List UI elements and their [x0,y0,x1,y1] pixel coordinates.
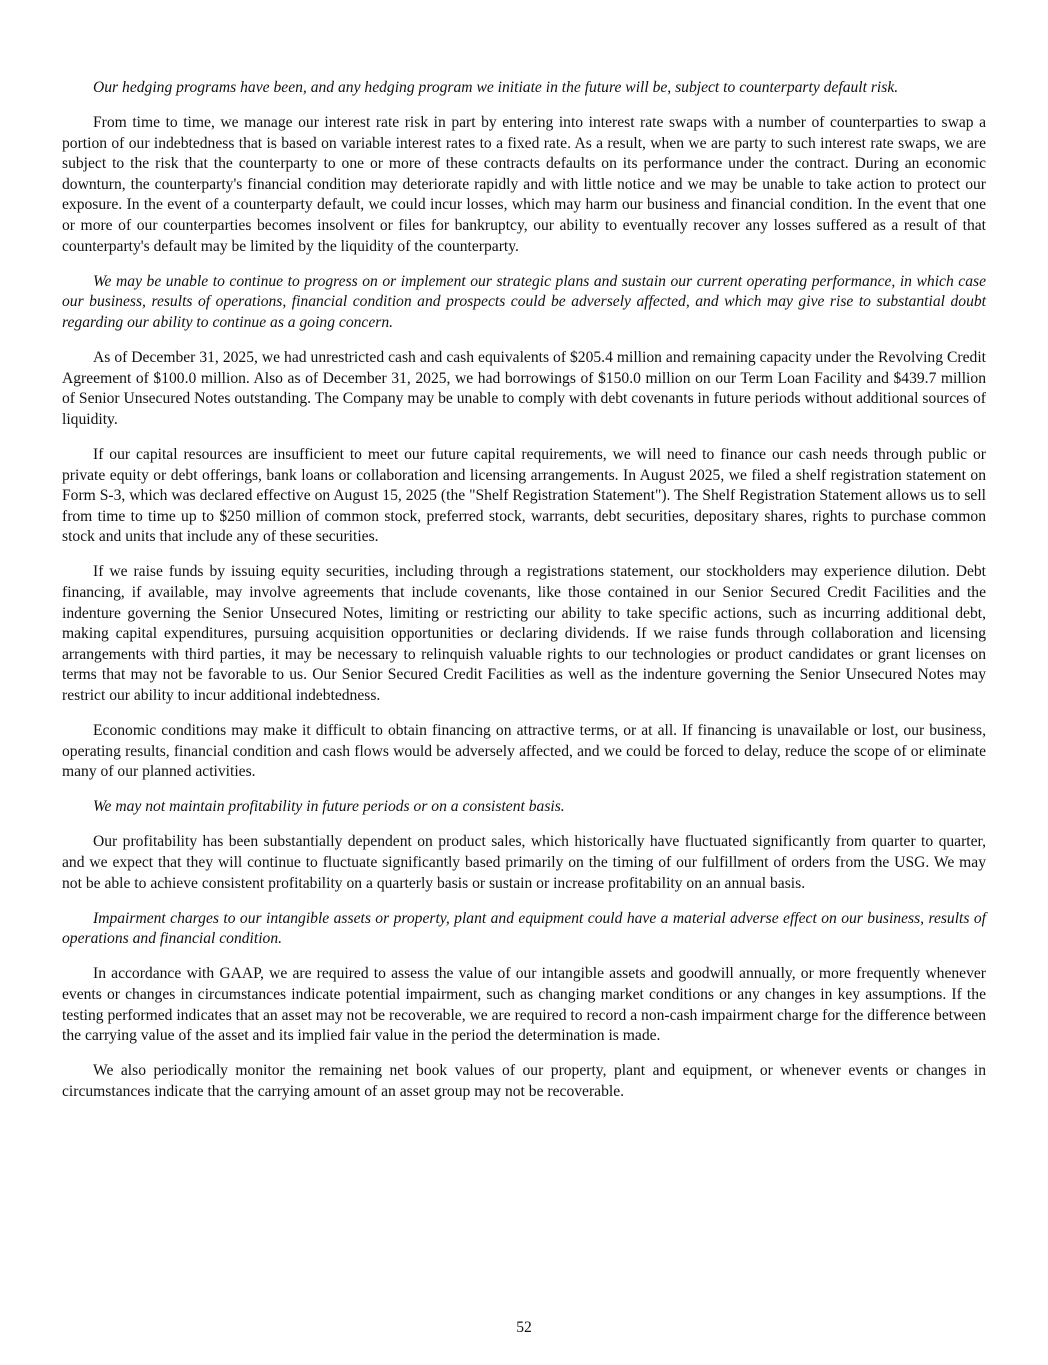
paragraph-capital-resources-shelf-registration: If our capital resources are insufficient to meet our future capital requirements, we will need to finance our cash needs through public or private equity or debt offerings, bank loans or collaboration and licensing arrangements. In August 2025, we filed a shelf registration statement on Form S-3, which was declared effective on August 15, 2025 (the "Shelf Registration Statement"). The Shelf Registration Statement allows us to sell from time to time up to $250 million of common stock, preferred stock, warrants, debt securities, depositary shares, rights to purchase common stock and units that include any of these securities. [62,445,986,546]
document-body [62,78,986,1117]
risk-heading-profitability: We may not maintain profitability in future periods or on a consistent basis. [93,798,565,816]
paragraph-equity-debt-financing: If we raise funds by issuing equity securities, including through a registrations statement, our stockholders may experience dilution. Debt financing, if available, may involve agreements that include covenants, like those contained in our Senior Secured Credit Facilities and the indenture governing the Senior Unsecured Notes, limiting or restricting our ability to take specific actions, such as incurring additional debt, making capital expenditures, pursuing acquisition opportunities or declaring dividends. If we raise funds through collaboration and licensing arrangements with third parties, it may be necessary to relinquish valuable rights to our technologies or product candidates or grant licenses on terms that may not be favorable to us. Our Senior Secured Credit Facilities as well as the indenture governing the Senior Unsecured Notes may restrict our ability to incur additional indebtedness. [62,563,986,704]
risk-heading-impairment-charges: Impairment charges to our intangible assets or property, plant and equipment could have a material adverse effect on our business, results of operations and financial condition. [62,909,986,948]
paragraph-interest-rate-swaps: From time to time, we manage our interest rate risk in part by entering into interest rate swaps with a number of counterparties to swap a portion of our indebtedness that is based on variable interest rates to a fixed rate. As a result, when we are party to such interest rate swaps, we are subject to the risk that the counterparty to one or more of these contracts defaults on its performance under the contract. During an economic downturn, the counterparty's financial condition may deteriorate rapidly and with little notice and we may be unable to take action to protect our exposure. In the event of a counterparty default, we could incur losses, which may harm our business and financial condition. In the event that one or more of our counterparties becomes insolvent or files for bankruptcy, our ability to eventually recover any losses suffered as a result of that counterparty's default may be limited by the liquidity of the counterparty. [62,114,986,255]
paragraph-economic-conditions: Economic conditions may make it difficult to obtain financing on attractive terms, or at all. If financing is unavailable or lost, our business, operating results, financial condition and cash flows would be adversely affected, and we could be forced to delay, reduce the scope of or eliminate many of our planned activities. [62,722,986,781]
paragraph-liquidity-position: As of December 31, 2025, we had unrestricted cash and cash equivalents of $205.4 million and remaining capacity under the Revolving Credit Agreement of $100.0 million. Also as of December 31, 2025, we had borrowings of $150.0 million on our Term Loan Facility and $439.7 million of Senior Unsecured Notes outstanding. The Company may be unable to comply with debt covenants in future periods without additional sources of liquidity. [62,349,986,428]
page-number: 52 [516,1319,532,1336]
paragraph-profitability: Our profitability has been substantially dependent on product sales, which historically have fluctuated significantly from quarter to quarter, and we expect that they will continue to fluctuate significantly based primarily on the timing of our fulfillment of orders from the USG. We may not be able to achieve consistent profitability on a quarterly basis or sustain or increase profitability on an annual basis. [62,833,986,892]
risk-heading-hedging-counterparty: Our hedging programs have been, and any hedging program we initiate in the future will be, subject to counterparty default risk. [93,79,899,96]
risk-heading-strategic-plans-going-concern: We may be unable to continue to progress on or implement our strategic plans and sustain our current operating performance, in which case our business, results of operations, financial condition and prospects could be adversely affected, and which may give rise to substantial doubt regarding our ability to continue as a going concern. [62,272,986,331]
paragraph-gaap-impairment-assessment: In accordance with GAAP, we are required to assess the value of our intangible assets and goodwill annually, or more frequently whenever events or changes in circumstances indicate potential impairment, such as changing market conditions or any changes in key assumptions. If the testing performed indicates that an asset may not be recoverable, we are required to record a non-cash impairment charge for the difference between the carrying value of the asset and its implied fair value in the period the determination is made. [62,965,986,1045]
paragraph-net-book-values: We also periodically monitor the remaining net book values of our property, plant and equipment, or whenever events or changes in circumstances indicate that the carrying amount of an asset group may not be recoverable. [62,1062,986,1100]
